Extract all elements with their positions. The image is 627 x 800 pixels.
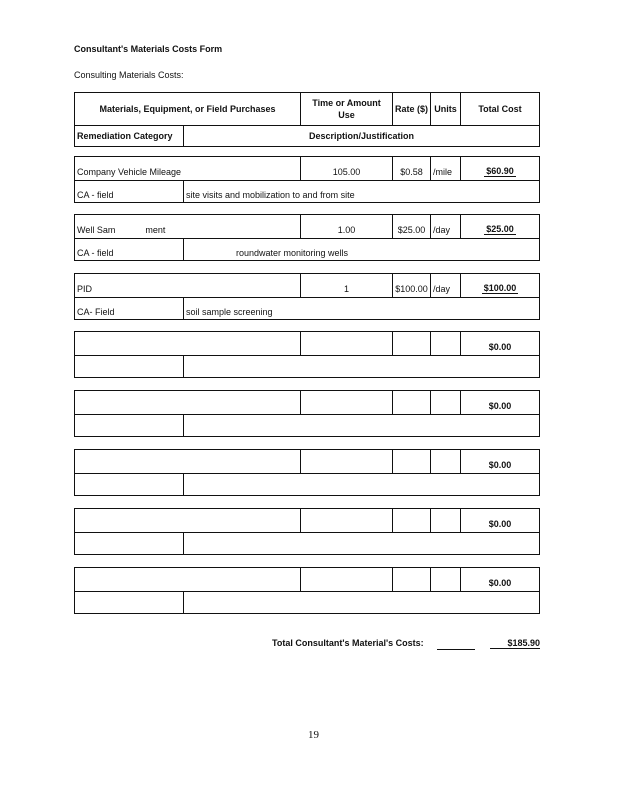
item-rate[interactable] <box>392 509 430 532</box>
item-description[interactable] <box>183 533 539 554</box>
header-units: Units <box>430 93 460 125</box>
item-description[interactable]: soil sample screening <box>183 298 539 319</box>
item-total <box>460 450 539 473</box>
item-unit[interactable] <box>430 568 460 591</box>
item-unit[interactable] <box>430 332 460 355</box>
header-materials: Materials, Equipment, or Field Purchases <box>99 104 276 114</box>
item-total <box>460 568 539 591</box>
item-total-value: $0.00 <box>488 401 512 411</box>
item-amount[interactable]: 105.00 <box>300 157 392 180</box>
item-rate[interactable]: $100.00 <box>392 274 430 297</box>
item-total-value: $0.00 <box>488 578 512 588</box>
item-category[interactable]: CA- Field <box>77 307 115 317</box>
header-rate: Rate ($) <box>392 93 430 125</box>
header-time-amount: Time or Amount Use <box>300 93 392 125</box>
item-category[interactable]: CA - field <box>77 248 114 258</box>
item-rate[interactable] <box>392 391 430 414</box>
item-rate[interactable] <box>392 450 430 473</box>
item-unit[interactable] <box>430 509 460 532</box>
item-rate[interactable]: $25.00 <box>392 215 430 238</box>
item-category[interactable] <box>75 415 183 436</box>
form-title: Consultant's Materials Costs Form <box>74 44 223 54</box>
item-total <box>460 157 539 180</box>
material-item <box>74 390 540 437</box>
item-name[interactable] <box>75 391 300 414</box>
item-total-value: $25.00 <box>486 224 514 234</box>
item-amount[interactable]: 1.00 <box>300 215 392 238</box>
item-description[interactable]: roundwater monitoring wells <box>183 239 539 260</box>
item-name[interactable] <box>75 450 300 473</box>
item-total-value: $60.90 <box>486 166 514 176</box>
item-unit[interactable]: /mile <box>430 157 460 180</box>
table-header <box>74 92 540 147</box>
item-amount[interactable] <box>300 332 392 355</box>
material-item <box>74 508 540 555</box>
item-description[interactable]: site visits and mobilization to and from site <box>183 181 539 202</box>
total-amount: $185.90 <box>490 638 540 649</box>
item-name[interactable] <box>75 332 300 355</box>
item-name[interactable]: PID <box>77 284 93 294</box>
header-total-cost: Total Cost <box>460 93 539 125</box>
material-item <box>74 273 540 320</box>
item-category[interactable] <box>75 474 183 495</box>
item-rate[interactable] <box>392 332 430 355</box>
material-item <box>74 331 540 378</box>
item-unit[interactable]: /day <box>430 274 460 297</box>
item-description[interactable] <box>183 415 539 436</box>
item-category[interactable] <box>75 356 183 377</box>
item-name[interactable] <box>75 509 300 532</box>
item-total <box>460 332 539 355</box>
total-fill-line <box>437 649 475 650</box>
item-amount[interactable] <box>300 509 392 532</box>
material-item <box>74 449 540 496</box>
material-item <box>74 214 540 261</box>
item-category[interactable]: CA - field <box>77 190 114 200</box>
material-item <box>74 156 540 203</box>
material-item <box>74 567 540 614</box>
item-description[interactable] <box>183 592 539 613</box>
item-unit[interactable]: /day <box>430 215 460 238</box>
item-total-value: $100.00 <box>483 283 517 293</box>
item-amount[interactable] <box>300 450 392 473</box>
item-total-value: $0.00 <box>488 460 512 470</box>
item-name[interactable]: Company Vehicle Mileage <box>77 167 182 177</box>
item-description[interactable] <box>183 474 539 495</box>
item-total <box>460 509 539 532</box>
item-unit[interactable] <box>430 450 460 473</box>
item-amount[interactable]: 1 <box>300 274 392 297</box>
item-amount[interactable] <box>300 391 392 414</box>
item-name[interactable]: Well Sam ment <box>77 225 166 235</box>
item-amount[interactable] <box>300 568 392 591</box>
total-label: Total Consultant's Material's Costs: <box>272 638 424 648</box>
item-description[interactable] <box>183 356 539 377</box>
header-remediation-category: Remediation Category <box>77 131 173 141</box>
item-total-value: $0.00 <box>488 342 512 352</box>
item-category[interactable] <box>75 592 183 613</box>
item-name[interactable] <box>75 568 300 591</box>
item-total <box>460 274 539 297</box>
page-number: 19 <box>308 729 319 741</box>
header-description: Description/Justification <box>183 126 539 146</box>
item-total <box>460 391 539 414</box>
item-rate[interactable]: $0.58 <box>392 157 430 180</box>
section-subtitle: Consulting Materials Costs: <box>74 70 184 80</box>
item-unit[interactable] <box>430 391 460 414</box>
item-category[interactable] <box>75 533 183 554</box>
item-rate[interactable] <box>392 568 430 591</box>
item-total <box>460 215 539 238</box>
item-total-value: $0.00 <box>488 519 512 529</box>
